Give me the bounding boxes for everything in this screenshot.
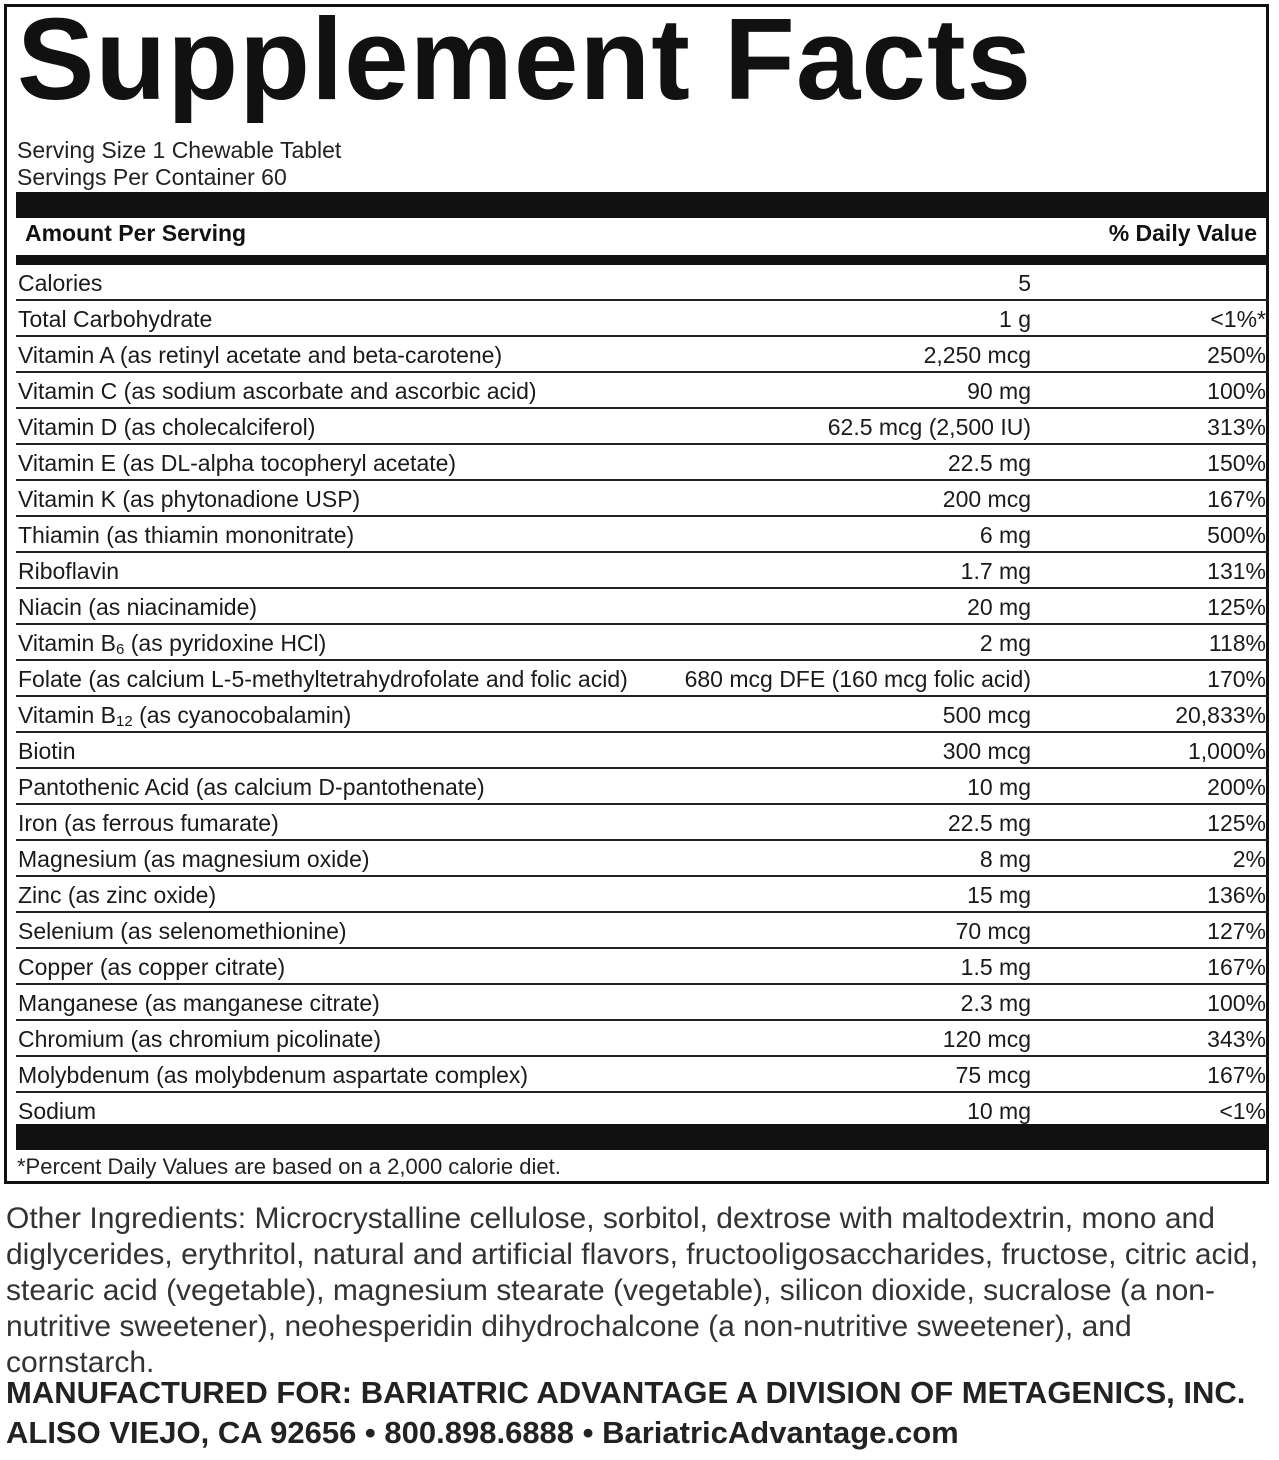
footnote: *Percent Daily Values are based on a 2,000 calorie diet. <box>17 1154 561 1179</box>
table-row <box>16 481 1269 517</box>
table-row <box>16 1057 1269 1093</box>
nutrient-amount: 2.3 mg <box>960 990 1031 1016</box>
amount-per-serving-header: Amount Per Serving <box>25 220 247 246</box>
nutrient-name: Folate (as calcium L-5-methyltetrahydrofolate and folic acid) <box>18 666 628 692</box>
divider-thick-top <box>16 192 1269 218</box>
nutrient-daily-value: 118% <box>1208 630 1266 656</box>
nutrient-amount: 1 g <box>999 306 1031 332</box>
nutrient-daily-value: 167% <box>1207 1062 1266 1088</box>
nutrient-name <box>18 630 326 658</box>
nutrient-name: Vitamin C (as sodium ascorbate and ascorbic acid) <box>18 378 537 404</box>
table-row <box>16 409 1269 445</box>
nutrient-name: Chromium (as chromium picolinate) <box>18 1026 381 1052</box>
nutrient-daily-value: 136% <box>1207 882 1266 908</box>
nutrient-name: Zinc (as zinc oxide) <box>18 882 217 908</box>
nutrient-daily-value: 100% <box>1207 378 1266 404</box>
nutrient-amount: 22.5 mg <box>947 450 1031 476</box>
nutrient-name: Riboflavin <box>18 558 119 584</box>
nutrient-table <box>16 265 1269 1129</box>
nutrient-name <box>18 702 351 730</box>
nutrient-name: Pantothenic Acid (as calcium D-pantothenate) <box>18 774 485 800</box>
supplement-facts-panel <box>4 0 1269 1184</box>
nutrient-name-subscript: 6 <box>116 641 125 658</box>
nutrient-daily-value: 2% <box>1232 846 1266 872</box>
nutrient-amount: 500 mcg <box>942 702 1031 728</box>
nutrient-amount: 2,250 mcg <box>923 342 1031 368</box>
nutrient-daily-value: <1% <box>1219 1098 1266 1124</box>
table-row <box>16 841 1269 877</box>
nutrient-daily-value: 500% <box>1207 522 1266 548</box>
divider-medium <box>16 255 1269 265</box>
nutrient-daily-value: 1,000% <box>1187 738 1266 764</box>
nutrient-amount: 20 mg <box>967 594 1031 620</box>
nutrient-amount: 10 mg <box>967 1098 1031 1124</box>
nutrient-name-prefix: Vitamin B <box>18 630 117 656</box>
nutrient-amount: 5 <box>1018 270 1031 296</box>
serving-size: Serving Size 1 Chewable Tablet <box>17 137 342 163</box>
table-row <box>16 733 1269 769</box>
nutrient-name: Niacin (as niacinamide) <box>18 594 258 620</box>
nutrient-name: Manganese (as manganese citrate) <box>18 990 380 1016</box>
nutrient-daily-value: 313% <box>1207 414 1266 440</box>
manufacturer-line-2: ALISO VIEJO, CA 92656 • 800.898.6888 • BariatricAdvantage.com <box>6 1415 959 1450</box>
nutrient-name: Thiamin (as thiamin mononitrate) <box>18 522 355 548</box>
nutrient-amount: 2 mg <box>979 630 1031 656</box>
servings-per-container: Servings Per Container 60 <box>17 164 287 190</box>
table-row <box>16 517 1269 553</box>
table-row <box>16 301 1269 337</box>
nutrient-name: Sodium <box>18 1098 96 1124</box>
table-row <box>16 337 1269 373</box>
nutrient-amount: 680 mcg DFE (160 mcg folic acid) <box>684 666 1031 692</box>
nutrient-amount: 10 mg <box>967 774 1031 800</box>
nutrient-daily-value: 150% <box>1207 450 1266 476</box>
nutrient-daily-value: 127% <box>1207 918 1266 944</box>
nutrient-name: Magnesium (as magnesium oxide) <box>18 846 370 872</box>
nutrient-amount: 6 mg <box>979 522 1031 548</box>
table-row <box>16 805 1269 841</box>
table-row <box>16 697 1269 733</box>
nutrient-amount: 8 mg <box>979 846 1031 872</box>
nutrient-name: Vitamin A (as retinyl acetate and beta-carotene) <box>18 342 503 368</box>
nutrient-name-subscript: 12 <box>116 713 133 730</box>
nutrient-name: Selenium (as selenomethionine) <box>18 918 347 944</box>
nutrient-amount: 120 mcg <box>942 1026 1031 1052</box>
table-row <box>16 985 1269 1021</box>
table-row <box>16 553 1269 589</box>
nutrient-daily-value: <1%* <box>1210 306 1266 332</box>
nutrient-daily-value: 167% <box>1207 954 1266 980</box>
table-row <box>16 877 1269 913</box>
nutrient-name: Biotin <box>18 738 76 764</box>
nutrient-name: Copper (as copper citrate) <box>18 954 286 980</box>
nutrient-daily-value: 200% <box>1207 774 1266 800</box>
nutrient-daily-value: 100% <box>1207 990 1266 1016</box>
table-row <box>16 913 1269 949</box>
table-row <box>16 373 1269 409</box>
table-row <box>16 589 1269 625</box>
nutrient-amount: 300 mcg <box>942 738 1031 764</box>
nutrient-name-prefix: Vitamin B <box>18 702 117 728</box>
daily-value-header: % Daily Value <box>1108 220 1257 246</box>
nutrient-name: Vitamin E (as DL-alpha tocopheryl acetate) <box>18 450 457 476</box>
nutrient-daily-value: 20,833% <box>1175 702 1266 728</box>
table-row <box>16 769 1269 805</box>
nutrient-amount: 15 mg <box>967 882 1031 908</box>
nutrient-amount: 1.5 mg <box>960 954 1031 980</box>
nutrient-name: Iron (as ferrous fumarate) <box>18 810 279 836</box>
nutrient-name: Total Carbohydrate <box>18 306 213 332</box>
other-ingredients: Other Ingredients: Microcrystalline cellulose, sorbitol, dextrose with maltodextrin, mono and diglycerides, erythritol, natural and artificial flavors, fructooligosaccharides, fructose, citric acid, stearic acid (vegetable), magnesium stearate (vegetable), silicon dioxide, sucralose (a non-nutritive sweetener), neohesperidin dihydrochalcone (a non-nutritive sweetener), and cornstarch. <box>6 1202 1259 1379</box>
nutrient-name: Molybdenum (as molybdenum aspartate complex) <box>18 1062 529 1088</box>
nutrient-daily-value: 343% <box>1207 1026 1266 1052</box>
nutrient-daily-value: 125% <box>1207 594 1266 620</box>
nutrient-daily-value: 170% <box>1207 666 1266 692</box>
manufacturer-line-1: MANUFACTURED FOR: BARIATRIC ADVANTAGE A DIVISION OF METAGENICS, INC. <box>6 1375 1246 1410</box>
nutrient-daily-value: 250% <box>1207 342 1266 368</box>
nutrient-name: Vitamin D (as cholecalciferol) <box>18 414 316 440</box>
divider-thick-bottom <box>16 1124 1269 1150</box>
nutrient-amount: 1.7 mg <box>960 558 1031 584</box>
table-row <box>16 1021 1269 1057</box>
nutrient-daily-value: 125% <box>1207 810 1266 836</box>
nutrient-daily-value: 131% <box>1207 558 1266 584</box>
table-row <box>16 949 1269 985</box>
nutrient-name: Vitamin K (as phytonadione USP) <box>18 486 361 512</box>
table-row <box>16 625 1269 661</box>
nutrient-amount: 90 mg <box>967 378 1031 404</box>
nutrient-amount: 200 mcg <box>942 486 1031 512</box>
nutrient-name: Calories <box>18 270 103 296</box>
nutrient-amount: 62.5 mcg (2,500 IU) <box>827 414 1031 440</box>
panel-title: Supplement Facts <box>17 0 1033 124</box>
nutrient-amount: 22.5 mg <box>947 810 1031 836</box>
nutrient-amount: 70 mcg <box>955 918 1031 944</box>
nutrient-name-suffix: (as pyridoxine HCl) <box>124 630 327 656</box>
table-row <box>16 265 1269 301</box>
nutrient-name-suffix: (as cyanocobalamin) <box>132 702 352 728</box>
table-row <box>16 661 1269 697</box>
nutrient-amount: 75 mcg <box>955 1062 1031 1088</box>
table-row <box>16 445 1269 481</box>
nutrient-daily-value: 167% <box>1207 486 1266 512</box>
